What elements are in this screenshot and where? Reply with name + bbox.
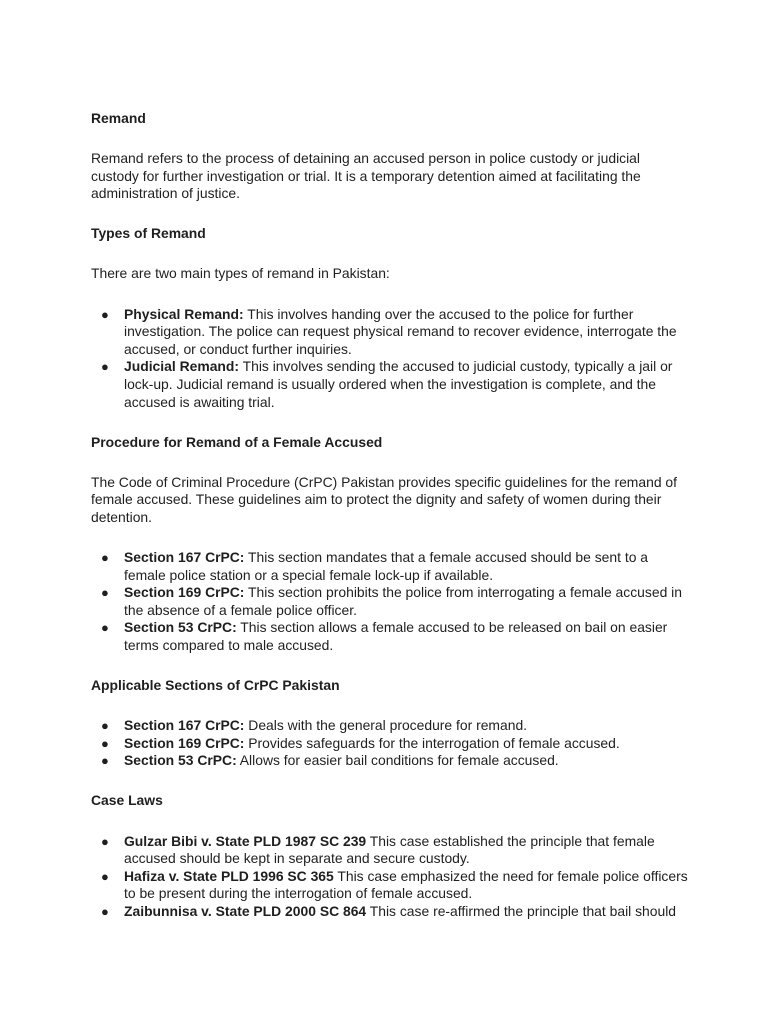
bullet-icon: ● [101, 903, 109, 919]
list-item [91, 306, 691, 359]
list-item-term: Section 53 CrPC: [124, 619, 237, 636]
paragraph-procedure-intro: The Code of Criminal Procedure (CrPC) Pakistan provides specific guidelines for the remand of female accused. These guidelines aim to protect the dignity and safety of women during their detention. [91, 473, 677, 525]
list-item-text: This case established the principle that female accused should be kept in separate and secure custody. [124, 832, 655, 867]
paragraph-types-intro: There are two main types of remand in Pakistan: [91, 265, 390, 282]
heading-applicable-sections: Applicable Sections of CrPC Pakistan [91, 677, 340, 694]
list-item-term: Section 169 CrPC: [124, 734, 245, 751]
heading-procedure-female-accused: Procedure for Remand of a Female Accused [91, 433, 383, 450]
bullet-icon: ● [101, 868, 109, 884]
paragraph-remand-definition: Remand refers to the process of detaining an accused person in police custody or judicial custody for further investigation or trial. It is a temporary detention aimed at facilitating the administration of justice. [91, 150, 641, 202]
list-item-text: This case emphasized the need for female police officers to be present during the interrogation of female accused. [124, 867, 688, 902]
bullet-icon: ● [101, 833, 109, 849]
list-item [91, 833, 691, 868]
list-item [91, 717, 691, 735]
bullet-icon: ● [101, 550, 109, 565]
list-item [91, 735, 691, 753]
bullet-icon: ● [101, 620, 109, 636]
list-case-laws [91, 833, 691, 921]
list-procedure-sections [91, 549, 691, 655]
list-item-term: Zaibunnisa v. State PLD 2000 SC 864 [124, 902, 367, 919]
list-item [91, 619, 691, 654]
list-item [91, 358, 691, 411]
list-item-text: This involves sending the accused to judicial custody, typically a jail or lock-up. Judicial remand is usually ordered when the investigation is complete, and the accused is awaiting trial. [124, 358, 673, 410]
list-item-text: This section allows a female accused to be released on bail on easier terms compared to male accused. [124, 619, 668, 653]
bullet-icon: ● [101, 735, 109, 751]
list-item-text: This case re-affirmed the principle that bail should [366, 902, 677, 919]
list-item-text: Allows for easier bail conditions for female accused. [236, 752, 559, 769]
bullet-icon: ● [101, 585, 109, 601]
list-item [91, 549, 691, 584]
list-item-text: This involves handing over the accused to the police for further investigation. The police can request physical remand to recover evidence, interrogate the accused, or conduct further inquiries. [124, 305, 677, 357]
bullet-icon: ● [101, 359, 109, 375]
list-item-term: Section 53 CrPC: [124, 752, 237, 769]
heading-remand: Remand [91, 110, 146, 126]
list-item [91, 584, 691, 619]
list-item-term: Section 167 CrPC: [124, 549, 245, 565]
list-item-text: Provides safeguards for the interrogation of female accused. [244, 734, 620, 751]
list-item-term: Section 167 CrPC: [124, 717, 245, 734]
list-types-of-remand [91, 306, 691, 412]
list-item-term: Physical Remand: [124, 305, 244, 322]
list-item-term: Gulzar Bibi v. State PLD 1987 SC 239 [124, 832, 367, 849]
list-item-text: This section mandates that a female accused should be sent to a female police station or a special female lock-up if available. [124, 549, 649, 583]
list-item [91, 903, 691, 921]
bullet-icon: ● [101, 306, 109, 322]
list-item [91, 868, 691, 903]
heading-types-of-remand: Types of Remand [91, 225, 206, 242]
bullet-icon: ● [101, 718, 109, 734]
list-item-term: Hafiza v. State PLD 1996 SC 365 [124, 867, 334, 884]
list-item [91, 752, 691, 770]
list-item-text: This section prohibits the police from interrogating a female accused in the absence of a female police officer. [124, 584, 682, 618]
bullet-icon: ● [101, 753, 109, 769]
document-page [91, 110, 691, 921]
list-item-term: Judicial Remand: [124, 358, 240, 375]
list-item-term: Section 169 CrPC: [124, 584, 245, 601]
heading-case-laws: Case Laws [91, 792, 163, 809]
list-item-text: Deals with the general procedure for remand. [244, 717, 528, 734]
list-applicable-sections [91, 717, 691, 770]
